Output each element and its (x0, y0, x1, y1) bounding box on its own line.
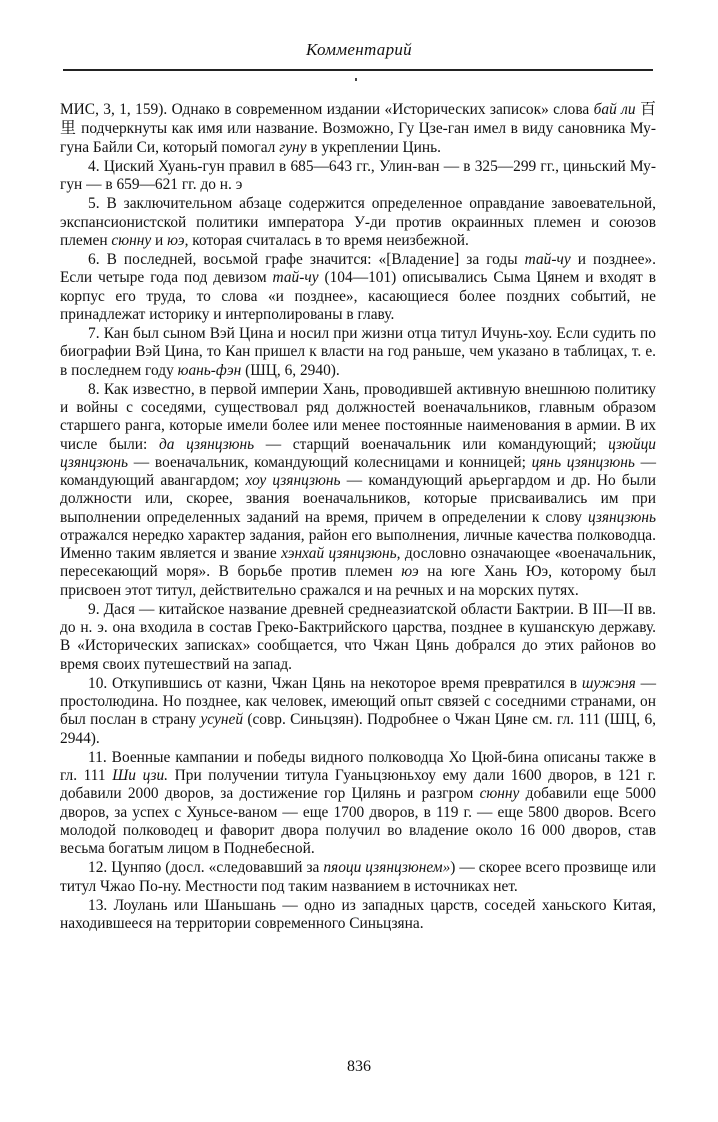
text-run: (ШЦ, 6, 2940). (241, 361, 340, 379)
text-run: 6. В последней, восьмой графе значится: «[Владение] за годы (88, 251, 525, 268)
note-paragraph (60, 251, 656, 324)
chinese-characters: 百里 (60, 99, 656, 138)
text-run: подчеркнуты как имя или название. Возможно, Гу Цзе-ган имел в виду сановника Му-гуна Байли Си, который помогал (60, 120, 656, 156)
text-run: и (151, 231, 168, 249)
text-run: (совр. Синьцзян). Подробнее о Чжан Цяне см. гл. 111 (ШЦ, 6, 2944). (60, 711, 657, 747)
text-run: отражался нередко характер задания, район его выполнения, личные качества полководца. Именно таким является и звание (60, 526, 656, 562)
commentary-body (60, 100, 656, 934)
italic-term: шужэня (581, 674, 636, 692)
header-rule (63, 69, 653, 71)
text-run: на юге Хань Юэ, которому был присвоен этот титул, действительно сражался и на речных и на морских путях. (60, 563, 656, 599)
note-paragraph (60, 859, 656, 896)
italic-term: пяоци цзянцзюнем» (323, 859, 451, 877)
text-run: и позднее». Если четыре года под девизом (60, 251, 656, 287)
running-title: Комментарий (306, 40, 412, 59)
note-paragraph (60, 195, 656, 250)
text-run: дословно означающее «военачальник, пересекающий моря». В борьбе против племен (60, 545, 656, 581)
text-run: МИС, 3, 1, 159). Однако в современном издании «Исторических записок» слова (60, 101, 594, 118)
note-paragraph (60, 381, 656, 600)
text-run: , которая считалась в то время неизбежной. (184, 231, 469, 249)
text-run: 9. Дася — китайское название древней среднеазиатской области Бактрии. В III—II вв. до н. э. она входила в состав Греко-Бактрийского царства, позднее в кушанскую державу. В «Исторических записках» сообщается, что Чжан Цянь добрался до этих районов во время своих путешествий на запад. (60, 600, 656, 673)
text-run: ) — скорее всего прозвище или титул Чжао По-ну. Местности под таким названием в источниках нет. (60, 859, 656, 895)
italic-term: усуней (200, 711, 244, 729)
italic-term: тай-чу (524, 251, 571, 268)
text-run: 10. Откупившись от казни, Чжан Цянь на некоторое время превратился в (88, 674, 582, 692)
text-run: — старщий военачальник или командующий; (254, 435, 609, 453)
text-run: в укреплении Цинь. (306, 138, 441, 156)
italic-term: да цзянцзюнь (158, 435, 255, 453)
text-run: 4. Циский Хуань-гун правил в 685—643 гг., Улин-ван — в 325—299 гг., циньский Му-гун — в 659—621 гг. до н. э (60, 157, 656, 193)
note-paragraph (60, 675, 656, 748)
text-run: добавили еще 5000 дворов, за успех с Хуньсе-ваном — еще 1700 дворов, в 119 г. — еще 5800 дворов. Всего молодой полководец и фаворит двора получил во владение около 16 000 дворов, став весьма богатым лицом в Поднебесной. (60, 785, 656, 857)
header-dot-mark (355, 78, 357, 81)
italic-term: цзянцзюнь (587, 508, 656, 526)
note-paragraph (60, 749, 656, 859)
continuation-paragraph (60, 100, 656, 157)
italic-term: гуну (279, 138, 307, 156)
text-run: 7. Кан был сыном Вэй Цина и носил при жизни отца титул Ичунь-хоу. Если судить по биографии Вэй Цина, то Кан пришел к власти на год раньше, чем указано в таблицах, т. е. в последнем году (60, 325, 656, 379)
text-run: 13. Лоулань или Шаньшань — одно из западных царств, соседей ханьского Китая, находившееся на территории современного Синьцзяна. (60, 896, 656, 932)
text-run: — военачальник, командующий колесницами и конницей; (128, 453, 532, 471)
note-paragraph (60, 325, 656, 380)
italic-term: юань-фэн (177, 361, 242, 379)
italic-term: юэ (167, 231, 185, 249)
italic-term: цзюйци цзянцзюнь (60, 435, 656, 471)
page-number: 836 (347, 1058, 371, 1075)
text-run: (104—101) описывались Сыма Цянем и входят в корпус его труда, то слова «и позднее», касающиеся более поздних событий, не принадлежат историку и интерполированы в главу. (60, 269, 656, 323)
italic-term: хэнхай цзянцзюнь, (281, 545, 401, 562)
italic-term: хоу цзянцзюнь (245, 472, 341, 489)
note-paragraph (60, 897, 656, 934)
italic-term: юэ (401, 563, 419, 581)
text-run: При получении титула Гуаньцзюньхоу ему дали 1600 дворов, в 121 г. добавили 2000 дворов, за достижение гор Цилянь и разгром (60, 767, 657, 803)
italic-term: тай-чу (272, 269, 319, 287)
note-paragraph (60, 601, 656, 674)
text-run: 5. В заключительном абзаце содержится определенное оправдание завоевательной, экспансионистской политики императора У-ди против окраинных племен и союзов племен (60, 195, 656, 249)
italic-term: сюнну (479, 785, 520, 803)
note-paragraph (60, 158, 656, 195)
text-run: — простолюдина. Но позднее, как человек, имеющий опыт связей с соседними странами, он был послан в страну (60, 674, 656, 729)
text-run: 12. Цунпяо (досл. «следовавший за (88, 859, 324, 877)
italic-term: сюнну (111, 231, 152, 249)
italic-term: цянь цзянцзюнь (531, 453, 635, 471)
text-run: 8. Как известно, в первой империи Хань, проводившей активную внешнюю политику и войны с соседями, существовал ряд должностей военачальников, главным образом старшего ранга, которые имели более или менее постоянные наименования в армии. В их числе были: (60, 380, 656, 453)
italic-term: бай ли (593, 101, 636, 118)
text-run: — командующий авангардом; (60, 453, 656, 489)
text-run: — командующий арьергардом и др. Но были должности или, скорее, звания военачальников, которые присваивались им при выполнении определенных заданий на время, причем в определении к слову (60, 472, 656, 526)
text-run: 11. Военные кампании и победы видного полководца Хо Цюй-бина описаны также в гл. 111 (60, 748, 656, 784)
italic-term: Ши цзи. (112, 767, 169, 784)
